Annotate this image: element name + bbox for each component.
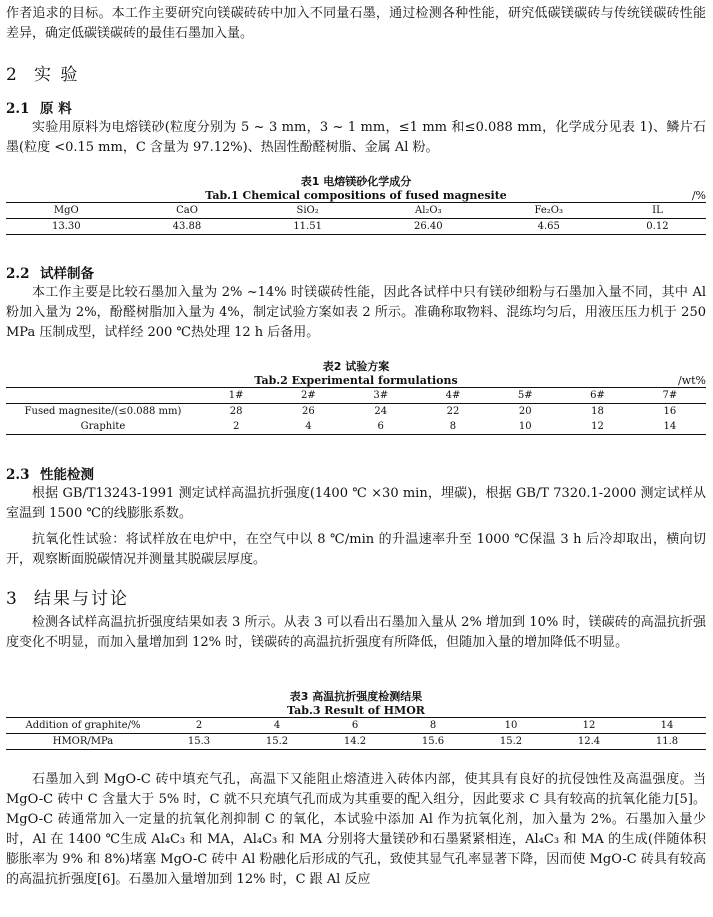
table-header-cell: 1# (200, 388, 272, 404)
section-2-heading (6, 60, 706, 85)
table-cell: 16 (663, 406, 677, 417)
section-3-heading (6, 584, 706, 609)
section-2-1-heading (6, 97, 706, 117)
table-row (6, 219, 706, 235)
table-header-cell: 4# (417, 388, 489, 404)
table-header-cell: 2# (272, 388, 344, 404)
table-header-cell: 14 (628, 718, 706, 734)
table-cell: 13.30 (6, 219, 127, 235)
row-label: HMOR/MPa (6, 734, 160, 750)
table-header-cell: 6 (316, 718, 394, 734)
table-cell: 28 (229, 406, 243, 417)
table-header-cell: MgO (6, 203, 127, 219)
table-header-cell: CaO (127, 203, 248, 219)
table-header-cell: Fe₂O₃ (489, 203, 609, 219)
table-cell: 6 (345, 419, 417, 435)
section-title: 实 验 (34, 65, 80, 85)
table-2 (6, 358, 706, 435)
testing-paragraph-2: 抗氧化性试验：将试样放在电炉中，在空气中以 8 ℃/min 的升温速率升至 1000 ℃保温 3 h 后冷却取出，横向切开，观察断面脱碳情况并测量其脱碳层厚度。 (6, 532, 706, 567)
table-1 (6, 173, 706, 235)
table-3 (6, 688, 706, 750)
table-cell: 24 (374, 406, 388, 417)
table-cell: 26.40 (368, 219, 489, 235)
table-cell: 15.3 (160, 734, 238, 750)
section-title: 结果与讨论 (34, 589, 129, 609)
table-cell: 11.51 (247, 219, 368, 235)
table-cell: 22 (446, 406, 460, 417)
table-cell: 18 (591, 406, 604, 417)
testing-paragraph-1: 根据 GB/T13243-1991 测定试样高温抗折强度(1400 ℃ ×30 min，埋碳)，根据 GB/T 7320.1-2000 测定试样从室温到 1500 ℃的线膨胀系数。 (6, 486, 706, 521)
table-header-cell: 5# (489, 388, 561, 404)
subsection-number: 2.1 (6, 101, 30, 117)
table-header-cell: 7# (634, 388, 706, 404)
table-header-cell (6, 388, 200, 404)
table-cell: 15.2 (238, 734, 316, 750)
table-header-cell: 6# (561, 388, 633, 404)
table-2-unit: /wt% (678, 374, 706, 387)
results-paragraph: 检测各试样高温抗折强度结果如表 3 所示。从表 3 可以看出石墨加入量从 2% 增加到 10% 时，镁碳砖的高温抗折强度变化不明显，而加入量增加到 12% 时，镁碳砖的高温抗折强度有所降低，但随加入量的增加降低不明显。 (6, 615, 706, 650)
table-3-grid (6, 717, 706, 750)
subsection-title: 性能检测 (40, 467, 94, 483)
section-2-2-body (6, 283, 706, 343)
table-header-cell: Addition of graphite/% (6, 718, 160, 734)
table-header-cell: Al₂O₃ (368, 203, 489, 219)
table-cell: 15.2 (472, 734, 550, 750)
table-cell: 26 (302, 406, 315, 417)
table-cell: 10 (489, 419, 561, 435)
table-cell: 14.2 (316, 734, 394, 750)
table-3-caption-en: Tab.3 Result of HMOR (287, 704, 425, 717)
table-cell: 4.65 (489, 219, 609, 235)
table-cell: 0.12 (609, 219, 706, 235)
table-header-row (6, 203, 706, 219)
table-1-unit: /% (691, 189, 706, 202)
table-2-grid (6, 387, 706, 435)
table-header-cell: SiO₂ (247, 203, 368, 219)
table-cell: 12 (561, 419, 633, 435)
section-2-3-body (6, 484, 706, 570)
table-cell: 11.8 (628, 734, 706, 750)
row-label: Graphite (6, 419, 200, 435)
table-header-cell: 3# (345, 388, 417, 404)
table-row (6, 734, 706, 750)
table-header-cell: 8 (394, 718, 472, 734)
table-cell: 2 (200, 419, 272, 435)
table-cell: 8 (417, 419, 489, 435)
subsection-title: 试样制备 (40, 266, 94, 282)
table-cell: 43.88 (127, 219, 248, 235)
section-3-body (6, 613, 706, 653)
section-number: 2 (6, 65, 19, 85)
intro-paragraph-tail (6, 4, 706, 44)
table-header-cell: 4 (238, 718, 316, 734)
preparation-paragraph: 本工作主要是比较石墨加入量为 2% ~14% 时镁碳砖性能，因此各试样中只有镁砂细粉与石墨加入量不同，其中 Al 粉加入量为 2%，酚醛树脂加入量为 4%，制定试验方案如表 2 所示。准确称取物料、混练均匀后，用液压压力机于 250 MPa 压制成型，试样经 200 ℃热处理 12 h 后备用。 (6, 285, 706, 340)
table-cell: 4 (272, 419, 344, 435)
table-1-caption-en: Tab.1 Chemical compositions of fused magnesite /% (205, 189, 706, 202)
section-2-3-heading (6, 463, 706, 483)
table-row (6, 404, 706, 420)
section-2-1-body (6, 118, 706, 158)
table-1-caption-cn: 表1 电熔镁砂化学成分 (300, 175, 412, 188)
table-2-caption-cn: 表2 试验方案 (322, 360, 390, 373)
table-header-row (6, 388, 706, 404)
table-header-cell: 2 (160, 718, 238, 734)
table-row (6, 419, 706, 435)
section-number: 3 (6, 589, 19, 609)
table-cell: 12.4 (550, 734, 628, 750)
intro-text: 作者追求的目标。本工作主要研究向镁碳砖砖中加入不同量石墨，通过检测各种性能，研究低碳镁碳砖与传统镁碳砖性能差异，确定低碳镁碳砖的最佳石墨加入量。 (6, 6, 706, 41)
table-cell: 15.6 (394, 734, 472, 750)
table-3-caption-cn: 表3 高温抗折强度检测结果 (289, 690, 423, 703)
subsection-number: 2.3 (6, 467, 30, 483)
table-2-caption-en: Tab.2 Experimental formulations /wt% (254, 374, 706, 387)
table-header-cell: 10 (472, 718, 550, 734)
table-header-cell: 12 (550, 718, 628, 734)
table-header-cell: IL (609, 203, 706, 219)
materials-paragraph: 实验用原料为电熔镁砂(粒度分别为 5 ~ 3 mm，3 ~ 1 mm，≤1 mm 和≤0.088 mm，化学成分见表 1)、鳞片石墨(粒度 <0.15 mm，C 含量为 97.12%)、热固性酚醛树脂、金属 Al 粉。 (6, 120, 706, 155)
discussion-paragraph: 石墨加入到 MgO-C 砖中填充气孔，高温下又能阻止熔渣进入砖体内部，使其具有良好的抗侵蚀性及高温强度。当 MgO-C 砖中 C 含量大于 5% 时，C 就不只充填气孔而成为其重要的配入组分，因此要求 C 具有较高的抗氧化能力[5]。MgO-C 砖通常加入一定量的抗氧化剂抑制 C 的氧化，本试验中添加 Al 作为抗氧化剂，加入量为 2%。石墨加入量少时，Al 在 1400 ℃生成 Al₄C₃ 和 MA，Al₄C₃ 和 MA 分别将大量镁砂和石墨紧紧相连，Al₄C₃ 和 MA 的生成(伴随体积膨胀率为 9% 和 8%)堵塞 MgO-C 砖中 Al 粉融化后形成的气孔，致使其显气孔率显著下降，因而使 MgO-C 砖具有较高的高温抗折强度[6]。石墨加入量增加到 12% 时，C 跟 Al 反应 (6, 772, 706, 887)
section-2-2-heading (6, 262, 706, 282)
subsection-number: 2.2 (6, 266, 30, 282)
table-cell: 14 (634, 419, 706, 435)
table-cell: 20 (518, 406, 532, 417)
subsection-title: 原 料 (40, 101, 72, 117)
table-1-grid (6, 202, 706, 235)
row-label: Fused magnesite/(≤0.088 mm) (24, 406, 182, 417)
discussion-body (6, 770, 706, 890)
table-header-row (6, 718, 706, 734)
